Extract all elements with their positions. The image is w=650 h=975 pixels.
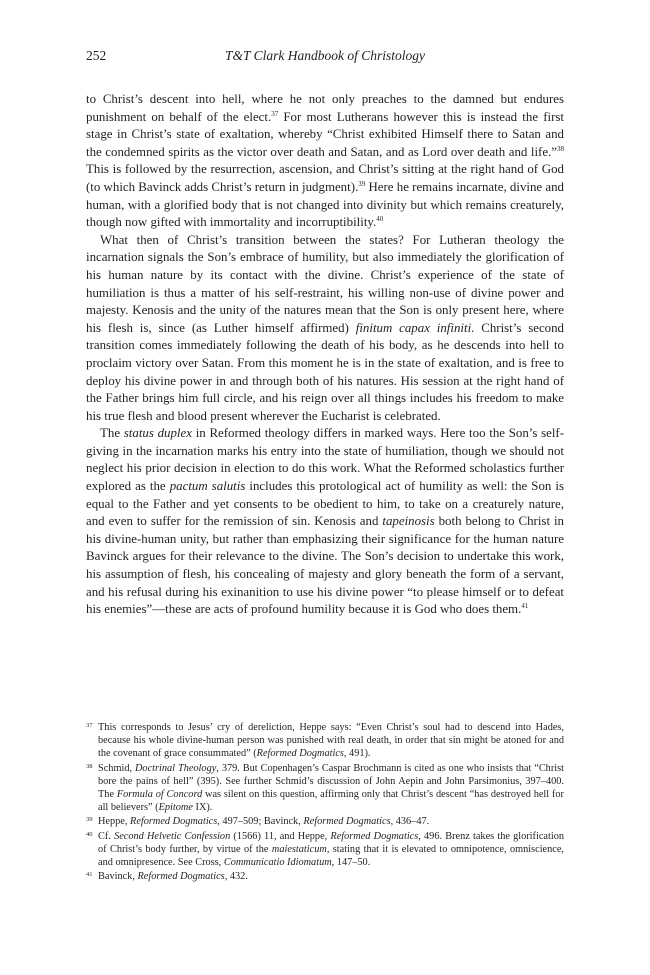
italic-title: Reformed Dogmatics [303, 816, 391, 828]
italic-title: Formula of Concord [116, 789, 203, 801]
text-run: , 147–50. [331, 857, 371, 869]
text-run: For most Lutherans however this is instead the first stage in Christ’s state of exaltation, whereby “Christ exhibited Himself there to Satan and the condemned spirits as the victor over death and Satan, and as Lord over death and life.” [86, 109, 564, 159]
italic-title: Second Helvetic Confession [114, 830, 231, 842]
text-run: both belong to Christ in his divine-human unity, but rather than emphasizing their significance for the human nature Bavinck argues for their relevance to the divine. The Son’s decision to undertake this work, his assumption of flesh, his concealing of majesty and glory beneath the form of a servant, and his refusal during his exinanition to use his divine power “to please himself or to defeat his enemies”—these are acts of profound humility because it is God who does them. [86, 514, 565, 617]
text-run: includes this protological act of humility as well: the Son is equal to the Father and yet consents to be obedient to him, to take on a creaturely nature, and even to suffer for the remission of sin. Kenosis and [86, 479, 564, 529]
paragraph-2 [86, 232, 564, 426]
text-run: What then of Christ’s transition between the states? For Lutheran theology the incarnation signals the Son’s embrace of humility, but also immediately the glorification of his human nature by its contact with the divine. Christ’s experience of the state of humiliation is thus a matter of his self-restraint, his willing non-use of divine power and majesty. Kenosis and the unity of the natures mean that the Son is only present here, where his flesh is, since (as Luther himself affirmed) [86, 232, 564, 335]
italic-term: finitum capax infiniti [355, 320, 472, 335]
footnote-number: 37 [86, 722, 93, 729]
footnote-ref-41[interactable]: 41 [521, 602, 529, 611]
footnote-ref-40[interactable]: 40 [376, 215, 384, 224]
footnote-ref-39[interactable]: 39 [358, 179, 366, 188]
footnotes [86, 721, 564, 884]
italic-term: tapeinosis [382, 514, 435, 529]
italic-title: Communicatio Idiomatum [223, 857, 332, 869]
footnote-41 [86, 870, 564, 883]
italic-title: Reformed Dogmatics [256, 748, 344, 760]
text-run: in Reformed theology differs in marked ways. Here too the Son’s self-giving in the incarnation marks his entry into the state of humiliation, though we should not neglect his prior decision in election to do this work. What the Reformed scholastics further explored as the [86, 426, 565, 494]
italic-title: Reformed Dogmatics [330, 830, 419, 842]
text-run: Schmid, [98, 762, 135, 774]
footnote-ref-37[interactable]: 37 [271, 109, 279, 118]
text-run: , 497–509; Bavinck, [217, 816, 304, 828]
italic-title: Epitome [158, 802, 193, 814]
text-run: Heppe, [98, 816, 131, 828]
text-run: This corresponds to Jesus’ cry of dereliction, Heppe says: “Even Christ’s soul had to descend into Hades, because his whole divine-human person was punished with real death, in order that sin might be atoned for and the covenant of grace consummated” ( [98, 722, 564, 760]
text-run: , stating that it is elevated to omnipotence, omniscience, and omnipresence. See Cross, [98, 843, 564, 869]
text-run: . Christ’s second transition comes immediately following the death of his body, as he descends into hell to proclaim victory over Satan. From this moment he is in the state of exaltation, and is free to deploy his divine power in and through both of his natures. His session at the right hand of the Father brings him full circle, and his reign over all things includes his freedom to make his true flesh and blood present wherever the Eucharist is celebrated. [86, 320, 564, 423]
footnote-number: 39 [86, 816, 93, 824]
footnote-40 [86, 830, 564, 870]
text-run: This is followed by the resurrection, ascension, and Christ’s sitting at the right hand of God (to which Bavinck adds Christ’s return in judgment). [86, 162, 564, 194]
text-run: was silent on this question, affirming only that Christ’s descent “has destroyed hell for all believers” ( [98, 789, 564, 814]
footnote-37 [86, 721, 564, 761]
italic-title: maiestaticum [271, 843, 327, 855]
text-run: , 379. But Copenhagen’s Caspar Brochmann is cited as one who insists that “Christ bore the pains of hell” (395). See further Schmid’s discussion of John Aepin and John Parsimonius, 397–400. The [98, 762, 564, 801]
text-run: Bavinck, [98, 871, 138, 883]
paragraph-1 [86, 91, 564, 232]
page-number: 252 [86, 48, 107, 63]
page-header [86, 48, 564, 68]
italic-title: Doctrinal Theology [134, 762, 217, 774]
text-run: , 432. [224, 871, 248, 883]
footnote-39 [86, 815, 564, 828]
text-run: , 491). [343, 748, 371, 760]
text-run: , 496. Brenz takes the glorification of Christ’s body further, by virtue of the [98, 830, 564, 855]
paragraph-3 [86, 425, 564, 619]
text-run: (1566) 11, and Heppe, [230, 830, 331, 842]
running-title: T&T Clark Handbook of Christology [224, 48, 426, 63]
text-run: to Christ’s descent into hell, where he not only preaches to the damned but endures punishment on behalf of the elect. [86, 92, 564, 124]
text-run: Cf. [98, 830, 115, 842]
footnote-38 [86, 762, 564, 815]
body-text [86, 91, 564, 619]
text-run: IX). [192, 802, 213, 814]
footnote-number: 40 [86, 830, 93, 838]
footnote-ref-38[interactable]: 38 [557, 144, 564, 153]
text-run: , 436–47. [390, 816, 430, 828]
footnote-number: 41 [86, 871, 93, 879]
text-run: Here he remains incarnate, divine and human, with a glorified body that is not changed into divinity but which remains creaturely, though now gifted with immortality and incorruptibility. [86, 179, 564, 230]
text-run: The [100, 426, 124, 441]
italic-title: Reformed Dogmatics [130, 816, 218, 828]
italic-term: status duplex [123, 426, 192, 441]
italic-term: pactum salutis [169, 479, 246, 494]
italic-title: Reformed Dogmatics [137, 871, 225, 883]
footnote-number: 38 [86, 762, 93, 770]
